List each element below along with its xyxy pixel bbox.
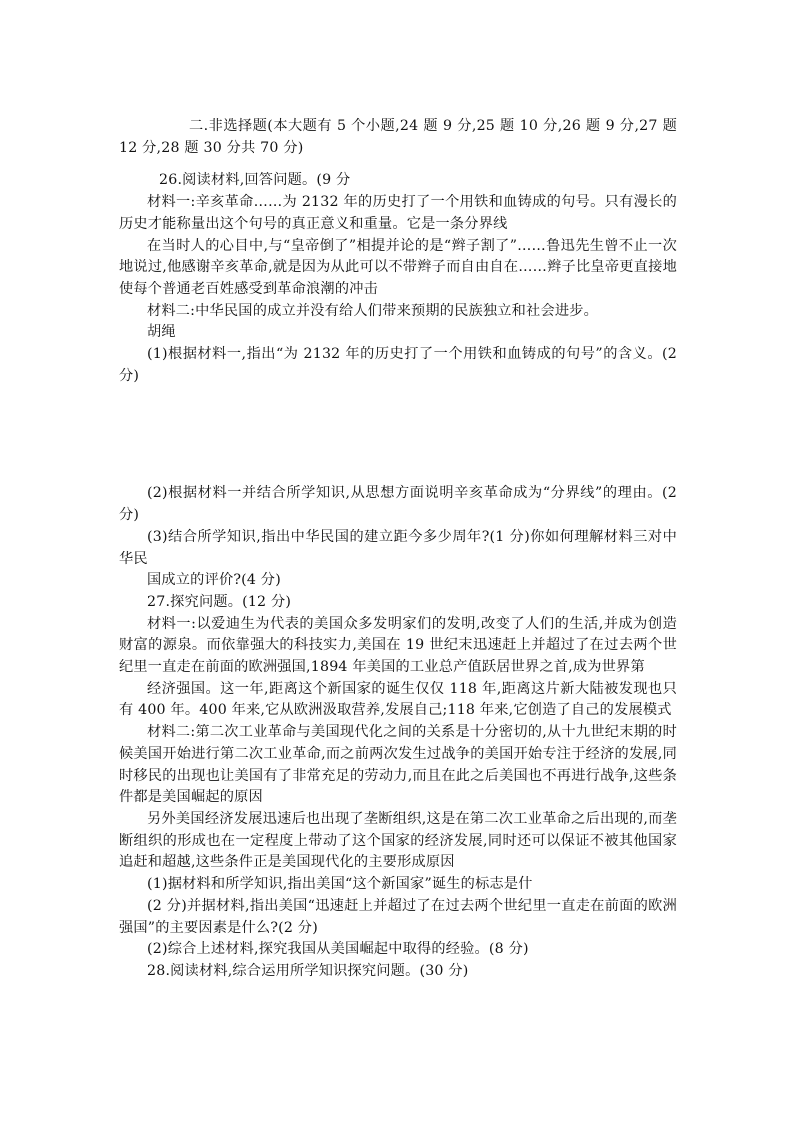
spacer — [119, 159, 677, 170]
q26-material-2-author: 胡绳 — [147, 324, 176, 341]
q27-material-1-continued: 经济强国。这一年,距离这个新国家的诞生仅仅 118 年,距离这片新大陆被发现也只有 400 年。400 年来,它从欧洲汲取营养,发展自己;118 年来,它创造了自己的发展模式 — [119, 680, 677, 719]
q26-question-2: (2)根据材料一并结合所学知识,从思想方面说明辛亥革命成为“分界线”的理由。(2 分) — [119, 485, 677, 524]
q27-material-2: 材料二:第二次工业革命与美国现代化之间的关系是十分密切的,从十九世纪末期的时候美国开始进行第二次工业革命,而之前两次发生过战争的美国开始专注于经济的发展,同时移民的出现也让美国有了非常充足的劳动力,而且在此之后美国也不再进行战争,这些条件都是美国崛起的原因 — [119, 724, 677, 806]
answer-space — [119, 387, 677, 483]
exam-content — [119, 116, 677, 983]
q26-title: 26.阅读材料,回答问题。(9 分 — [159, 172, 351, 189]
q28-title: 28.阅读材料,综合运用所学知识探究问题。(30 分) — [147, 962, 469, 979]
q26-material-1: 材料一:辛亥革命……为 2132 年的历史打了一个用铁和血铸成的句号。只有漫长的历史才能称量出这个句号的真正意义和重量。它是一条分界线 — [119, 194, 677, 232]
q27-title: 27.探究问题。(12 分) — [147, 593, 292, 610]
q26-question-3: (3)结合所学知识,指出中华民国的建立距今多少周年?(1 分)你如何理解材料三对中华民 — [119, 528, 677, 567]
q27-material-1: 材料一:以爱迪生为代表的美国众多发明家们的发明,改变了人们的生活,并成为创造财富的源泉。而依靠强大的科技实力,美国在 19 世纪末迅速赶上并超过了在过去两个世纪里一直走在前面的欧洲强国,1894 年美国的工业总产值跃居世界之首,成为世界第 — [119, 615, 677, 676]
q27-question-1: (1)据材料和所学知识,指出美国“这个新国家”诞生的标志是什 — [147, 876, 533, 893]
q26-question-3-continued: 国成立的评价?(4 分) — [147, 572, 281, 589]
q26-material-2: 材料二:中华民国的成立并没有给人们带来预期的民族独立和社会进步。 — [147, 302, 598, 319]
section-header: 二.非选择题(本大题有 5 个小题,24 题 9 分,25 题 10 分,26 题 9 分,27 题 12 分,28 题 30 分共 70 分) — [119, 118, 677, 156]
q26-material-1-continued: 在当时人的心目中,与“皇帝倒了”相提并论的是“辫子割了”……鲁迅先生曾不止一次地说过,他感谢辛亥革命,就是因为从此可以不带辫子而自由自在……辫子比皇帝更直接地使每个普通老百姓感受到革命浪潮的冲击 — [119, 237, 677, 297]
q27-material-2-continued: 另外美国经济发展迅速后也出现了垄断组织,这是在第二次工业革命之后出现的,而垄断组织的形成也在一定程度上带动了这个国家的经济发展,同时还可以保证不被其他国家追赶和超越,这些条件正是美国现代化的主要形成原因 — [119, 810, 677, 871]
q26-question-1: (1)根据材料一,指出“为 2132 年的历史打了一个用铁和血铸成的句号”的含义。(2 分) — [119, 346, 677, 384]
q27-question-1-continued: (2 分)并据材料,指出美国“迅速赶上并超过了在过去两个世纪里一直走在前面的欧洲强国”的主要因素是什么?(2 分) — [119, 897, 677, 936]
q27-question-2: (2)综合上述材料,探究我国从美国崛起中取得的经验。(8 分) — [147, 941, 529, 958]
